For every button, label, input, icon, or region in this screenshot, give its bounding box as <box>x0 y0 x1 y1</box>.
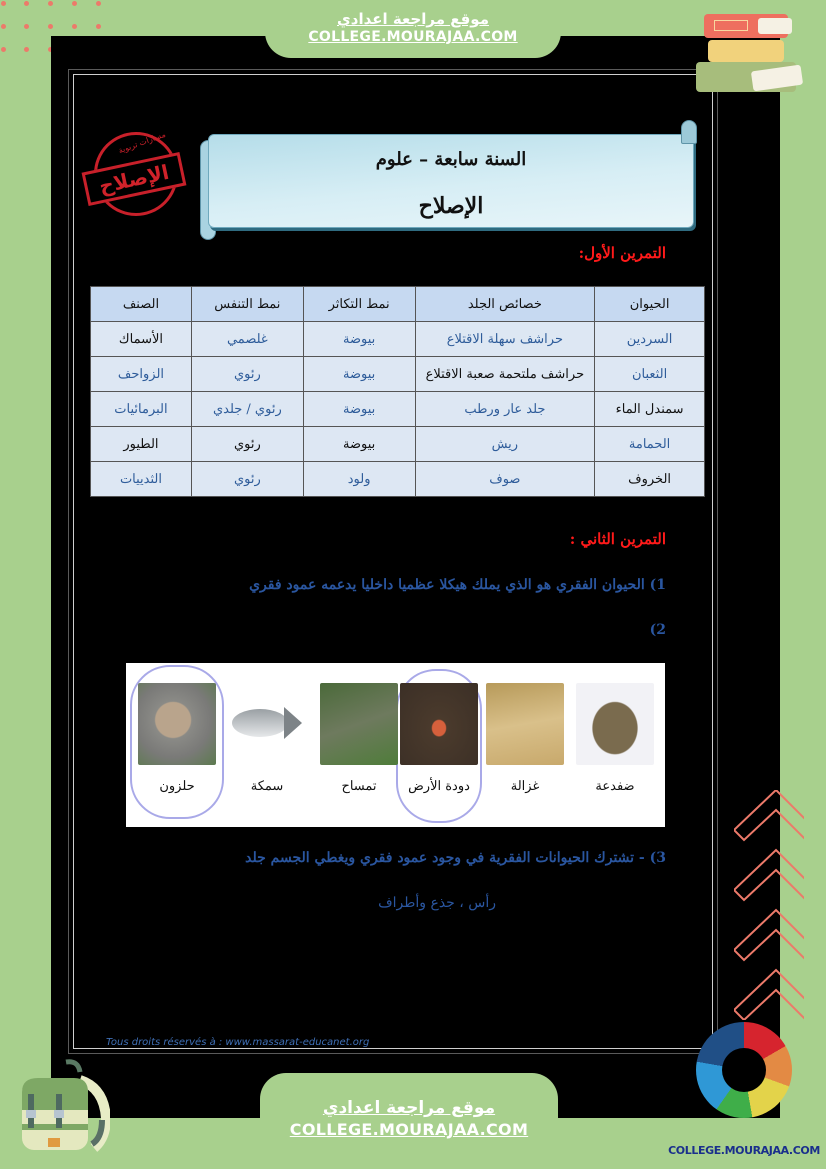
animal-name: ضفدعة <box>595 779 635 794</box>
header-class: الصنف <box>91 287 192 322</box>
cell-respiration: رئوي <box>191 462 303 497</box>
books-stack-icon <box>694 10 806 94</box>
table-row <box>91 462 705 497</box>
cell-skin: ريش <box>415 427 595 462</box>
site-name-arabic[interactable]: موقع مراجعة اعدادي <box>337 10 489 28</box>
copyright-notice: Tous droits réservés à : www.massarat-educanet.org <box>106 1037 370 1048</box>
answer-3-continued: رأس ، جذع وأطراف <box>378 895 496 911</box>
level-subject-title: السنة سابعة – علوم <box>375 149 527 170</box>
cell-respiration: رئوي <box>191 427 303 462</box>
exercise2-title: التمرين الثاني : <box>569 530 666 548</box>
cell-skin: جلد عار ورطب <box>415 392 595 427</box>
cell-skin: صوف <box>415 462 595 497</box>
animals-image-strip <box>126 663 665 827</box>
cell-reproduction: بيوضة <box>303 427 415 462</box>
classification-table <box>90 286 705 497</box>
table-row <box>91 322 705 357</box>
backpack-icon <box>18 1058 110 1156</box>
cell-skin: حراشف سهلة الاقتلاع <box>415 322 595 357</box>
cell-class: البرمائيات <box>91 392 192 427</box>
page-title: الإصلاح <box>418 193 484 219</box>
cell-reproduction: ولود <box>303 462 415 497</box>
subjects-wheel-logo-icon <box>696 1022 792 1118</box>
header-scroll-banner <box>200 130 697 240</box>
cell-animal: سمندل الماء <box>595 392 705 427</box>
chevron-up-decoration-icon <box>734 790 804 1020</box>
stamp-top-text: مسارات تربوية <box>117 129 167 156</box>
header-respiration: نمط التنفس <box>191 287 303 322</box>
animal-card-crocodile <box>320 683 398 794</box>
snail-image <box>138 683 216 765</box>
site-banner-bottom[interactable] <box>260 1073 558 1169</box>
table-row <box>91 392 705 427</box>
site-url[interactable]: COLLEGE.MOURAJAA.COM <box>308 29 518 45</box>
correction-stamp <box>78 128 190 236</box>
cell-reproduction: بيوضة <box>303 322 415 357</box>
animal-name: سمكة <box>250 779 284 794</box>
animal-card-earthworm <box>400 683 478 794</box>
cell-class: الأسماك <box>91 322 192 357</box>
site-banner-top[interactable] <box>265 0 561 58</box>
scroll-curl-icon <box>681 120 697 144</box>
answer-1: 1) الحيوان الفقري هو الذي يملك هيكلا عظميا داخليا يدعمه عمود فقري <box>249 577 666 593</box>
header-animal: الحيوان <box>595 287 705 322</box>
header-reproduction: نمط التكاثر <box>303 287 415 322</box>
cell-respiration: رئوي <box>191 357 303 392</box>
cell-class: الزواحف <box>91 357 192 392</box>
earthworm-image <box>400 683 478 765</box>
animal-card-snail <box>138 683 216 794</box>
table-row <box>91 357 705 392</box>
animal-card-fish <box>228 683 306 794</box>
cell-class: الثدييات <box>91 462 192 497</box>
animal-name: دودة الأرض <box>408 779 470 794</box>
animal-name: تمساح <box>341 779 377 794</box>
answer-3: 3) - تشترك الحيوانات الفقرية في وجود عمود فقري ويغطي الجسم جلد <box>245 850 666 866</box>
crocodile-image <box>320 683 398 765</box>
cell-animal: الخروف <box>595 462 705 497</box>
animal-name: حلزون <box>159 779 195 794</box>
site-name-arabic[interactable]: موقع مراجعة اعدادي <box>322 1098 496 1118</box>
cell-reproduction: بيوضة <box>303 392 415 427</box>
cell-skin: حراشف ملتحمة صعبة الاقتلاع <box>415 357 595 392</box>
site-url[interactable]: COLLEGE.MOURAJAA.COM <box>289 1120 529 1139</box>
table-row <box>91 427 705 462</box>
table-header-row <box>91 287 705 322</box>
frog-image <box>576 683 654 765</box>
cell-class: الطيور <box>91 427 192 462</box>
logo-url-text[interactable]: COLLEGE.MOURAJAA.COM <box>668 1144 820 1157</box>
fish-image <box>228 683 306 765</box>
stamp-main-text: الإصلاح <box>82 152 187 206</box>
cell-animal: الثعبان <box>595 357 705 392</box>
exercise1-title: التمرين الأول: <box>578 244 666 262</box>
cell-respiration: غلصمي <box>191 322 303 357</box>
answer-2-label: 2) <box>649 622 666 638</box>
animal-card-gazelle <box>486 683 564 794</box>
animal-name: غزالة <box>510 779 540 794</box>
gazelle-image <box>486 683 564 765</box>
animal-card-frog <box>576 683 654 794</box>
cell-animal: السردين <box>595 322 705 357</box>
cell-animal: الحمامة <box>595 427 705 462</box>
header-skin: خصائص الجلد <box>415 287 595 322</box>
cell-reproduction: بيوضة <box>303 357 415 392</box>
cell-respiration: رئوي / جلدي <box>191 392 303 427</box>
